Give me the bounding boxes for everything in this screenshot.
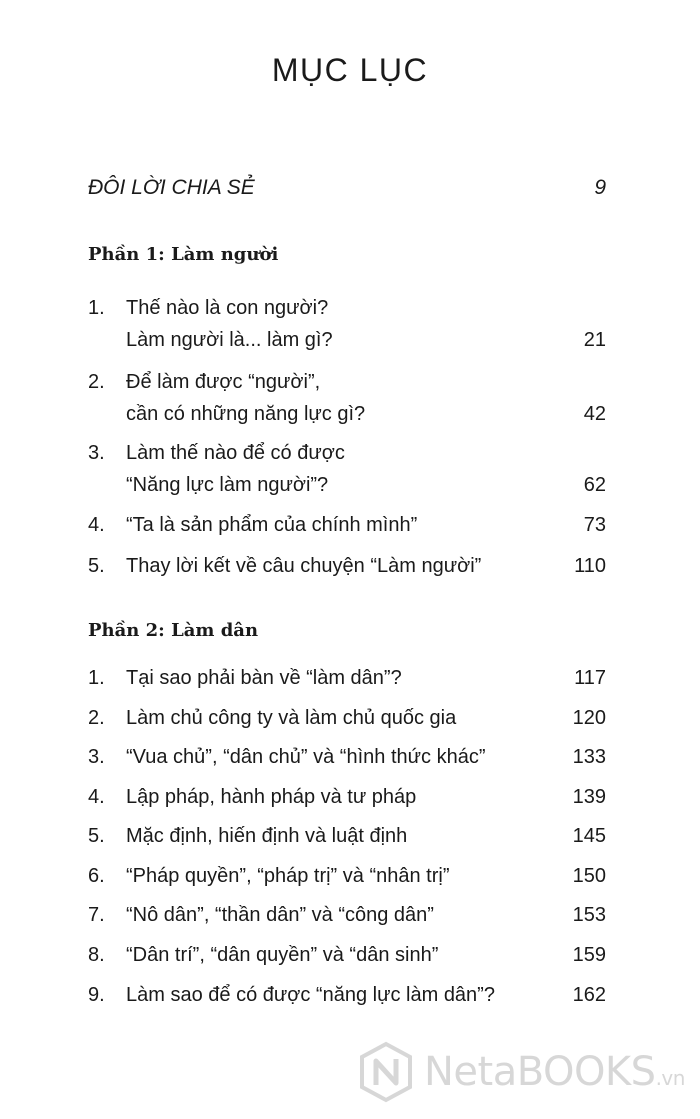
toc-entry-title-line: Thay lời kết về câu chuyện “Làm người” xyxy=(126,555,482,577)
toc-entry-number: 8. xyxy=(88,944,105,966)
toc-entry-title-line: Làm người là... làm gì? xyxy=(126,329,333,351)
toc-entry-title-line: “Pháp quyền”, “pháp trị” và “nhân trị” xyxy=(126,865,450,887)
toc-entry-page: 153 xyxy=(572,904,606,926)
toc-entry-title-line: cần có những năng lực gì? xyxy=(126,403,366,425)
toc-entry-number: 1. xyxy=(88,297,105,319)
toc-entry-number: 5. xyxy=(88,825,105,847)
toc-entry xyxy=(88,548,606,584)
toc-entry-page: 150 xyxy=(572,865,606,887)
toc-entry xyxy=(88,739,606,775)
toc-entry-page: 21 xyxy=(583,329,606,351)
toc-entry-title-line: Làm chủ công ty và làm chủ quốc gia xyxy=(126,707,457,729)
part-1-heading: Phần 1: Làm người xyxy=(88,244,279,265)
watermark xyxy=(358,1037,688,1107)
toc-entry xyxy=(88,660,606,696)
toc-entry-number: 9. xyxy=(88,984,105,1006)
page-title: MỤC LỤC xyxy=(271,52,429,88)
toc-entry-page: 120 xyxy=(572,707,606,729)
toc-entry-title-line: “Nô dân”, “thần dân” và “công dân” xyxy=(126,904,434,926)
toc-entry-page: 42 xyxy=(583,403,606,425)
toc-entry xyxy=(88,507,606,543)
watermark-brand: NetaBOOKS xyxy=(424,1049,656,1095)
toc-entry-title-line: Mặc định, hiến định và luật định xyxy=(126,825,408,847)
toc-entry-title-line: Lập pháp, hành pháp và tư pháp xyxy=(126,786,417,808)
toc-intro-page: 9 xyxy=(594,176,606,199)
toc-entry-page: 162 xyxy=(572,984,606,1006)
toc-entry-page: 110 xyxy=(574,555,606,577)
toc-entry-number: 1. xyxy=(88,667,105,689)
toc-entry-title-line: Làm thế nào để có được xyxy=(126,442,345,464)
toc-entry-title-line: Làm sao để có được “năng lực làm dân”? xyxy=(126,984,495,1006)
toc-entry-number: 4. xyxy=(88,514,105,536)
toc-intro-label: ĐÔI LỜI CHIA SẺ xyxy=(88,176,255,199)
toc-entry-number: 3. xyxy=(88,746,105,768)
toc-entry-title-line: “Dân trí”, “dân quyền” và “dân sinh” xyxy=(126,944,439,966)
toc-entry-title-line: Tại sao phải bàn về “làm dân”? xyxy=(126,667,402,689)
toc-entry-page: 62 xyxy=(583,474,606,496)
toc-entry xyxy=(88,779,606,815)
toc-entry-page: 159 xyxy=(572,944,606,966)
toc-entry xyxy=(88,435,606,507)
toc-entry-title-line: “Năng lực làm người”? xyxy=(126,474,329,496)
toc-entry xyxy=(88,977,606,1013)
toc-entry xyxy=(88,364,606,436)
toc-entry xyxy=(88,897,606,933)
toc-entry xyxy=(88,290,606,362)
toc-entry-title-line: Thế nào là con người? xyxy=(126,297,329,319)
toc-intro-entry xyxy=(88,176,606,210)
watermark-suffix: .vn xyxy=(655,1066,685,1090)
toc-entry-number: 4. xyxy=(88,786,105,808)
toc-entry-number: 3. xyxy=(88,442,105,464)
toc-entry-number: 5. xyxy=(88,555,105,577)
toc-entry xyxy=(88,700,606,736)
toc-entry-number: 2. xyxy=(88,371,105,393)
toc-entry-page: 139 xyxy=(572,786,606,808)
toc-entry-page: 117 xyxy=(574,667,606,689)
toc-entry xyxy=(88,858,606,894)
part-2-heading: Phần 2: Làm dân xyxy=(88,620,259,641)
toc-entry-title-line: “Ta là sản phẩm của chính mình” xyxy=(126,514,418,536)
toc-entry-page: 73 xyxy=(583,514,606,536)
toc-entry-page: 133 xyxy=(572,746,606,768)
toc-entry-number: 6. xyxy=(88,865,105,887)
n-hexagon-logo-icon xyxy=(358,1041,414,1103)
toc-entry-title-line: “Vua chủ”, “dân chủ” và “hình thức khác” xyxy=(126,746,486,768)
toc-entry-page: 145 xyxy=(572,825,606,847)
watermark-text xyxy=(424,1049,685,1095)
toc-entry xyxy=(88,937,606,973)
toc-entry-number: 7. xyxy=(88,904,105,926)
toc-entry xyxy=(88,818,606,854)
toc-entry-title-line: Để làm được “người”, xyxy=(126,371,321,393)
toc-entry-number: 2. xyxy=(88,707,105,729)
